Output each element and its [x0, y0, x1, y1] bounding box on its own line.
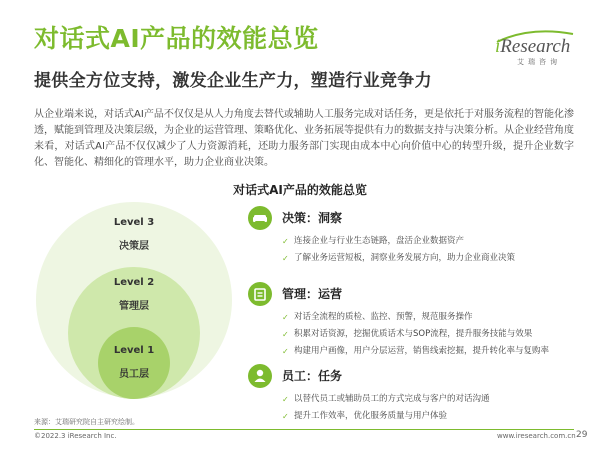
copyright: ©2022.3 iResearch Inc. — [34, 432, 117, 440]
list-item: ✓ 构建用户画像，用户分层运营，销售线索挖掘，提升转化率与复购率 — [282, 343, 549, 360]
list-item: ✓ 对话全流程的质检、监控、预警，规范服务操作 — [282, 309, 549, 326]
level-3-label: Level 3 — [113, 217, 155, 228]
logo-research: Research — [500, 36, 571, 57]
check-icon: ✓ — [282, 237, 289, 246]
bullet-list — [282, 391, 490, 425]
website-link[interactable]: www.iresearch.com.cn — [497, 432, 576, 440]
section-heading: 员工：任务 — [282, 369, 343, 383]
level-1-label: Level 1 — [113, 345, 155, 356]
list-item: ✓ 提升工作效率，优化服务质量与用户体验 — [282, 408, 490, 425]
diagram-title: 对话式AI产品的效能总览 — [233, 183, 367, 197]
level-1-name: 员工层 — [119, 369, 149, 380]
iresearch-logo — [495, 32, 575, 72]
list-item: ✓ 连接企业与行业生态链路，盘活企业数据资产 — [282, 233, 515, 250]
check-icon: ✓ — [282, 313, 289, 322]
page-title: 对话式AI产品的效能总览 — [34, 24, 319, 53]
list-item: ✓ 积累对话资源，挖掘优质话术与SOP流程，提升服务技能与效果 — [282, 326, 549, 343]
level-circles — [34, 195, 234, 405]
person-icon — [248, 364, 272, 388]
source-note: 来源：艾瑞研究院自主研究绘制。 — [34, 418, 139, 426]
sofa-icon — [248, 206, 272, 230]
section-heading: 决策：洞察 — [282, 211, 343, 225]
page-number: 29 — [576, 430, 588, 440]
logo-wordmark — [495, 36, 570, 58]
list-item: ✓ 了解业务运营短板，洞察业务发展方向，助力企业商业决策 — [282, 250, 515, 267]
level-2-name: 管理层 — [119, 301, 149, 312]
section-heading: 管理：运营 — [282, 287, 343, 301]
check-icon: ✓ — [282, 395, 289, 404]
check-icon: ✓ — [282, 330, 289, 339]
list-item: ✓ 以替代员工或辅助员工的方式完成与客户的对话沟通 — [282, 391, 490, 408]
page-subtitle: 提供全方位支持，激发企业生产力，塑造行业竞争力 — [34, 71, 432, 91]
level-3-name: 决策层 — [119, 241, 149, 252]
bullet-list — [282, 233, 515, 267]
level-2-label: Level 2 — [113, 277, 155, 288]
check-icon: ✓ — [282, 254, 289, 263]
logo-i: i — [495, 36, 501, 57]
check-icon: ✓ — [282, 412, 289, 421]
footer-divider — [34, 429, 574, 430]
bullet-list — [282, 309, 549, 360]
pen-icon — [248, 282, 272, 306]
check-icon: ✓ — [282, 347, 289, 356]
intro-paragraph: 从企业端来说，对话式AI产品不仅仅是从人力角度去替代或辅助人工服务完成对话任务，更是依托于对服务流程的智能化渗透，赋能到管理及决策层级，为企业的运营管理、策略优化、业务拓展等提供有力的数据支持与决策分析。从企业经营角度来看，对话式AI产品不仅仅减少了人力资源消耗，还助力服务部门实现由成本中心向价值中心的转型升级，提升企业数字化、智能化、精细化的管理水平，助力企业商业决策。 — [34, 109, 574, 168]
circle-level-1 — [98, 327, 170, 399]
logo-subtext: 艾瑞咨询 — [517, 58, 561, 66]
